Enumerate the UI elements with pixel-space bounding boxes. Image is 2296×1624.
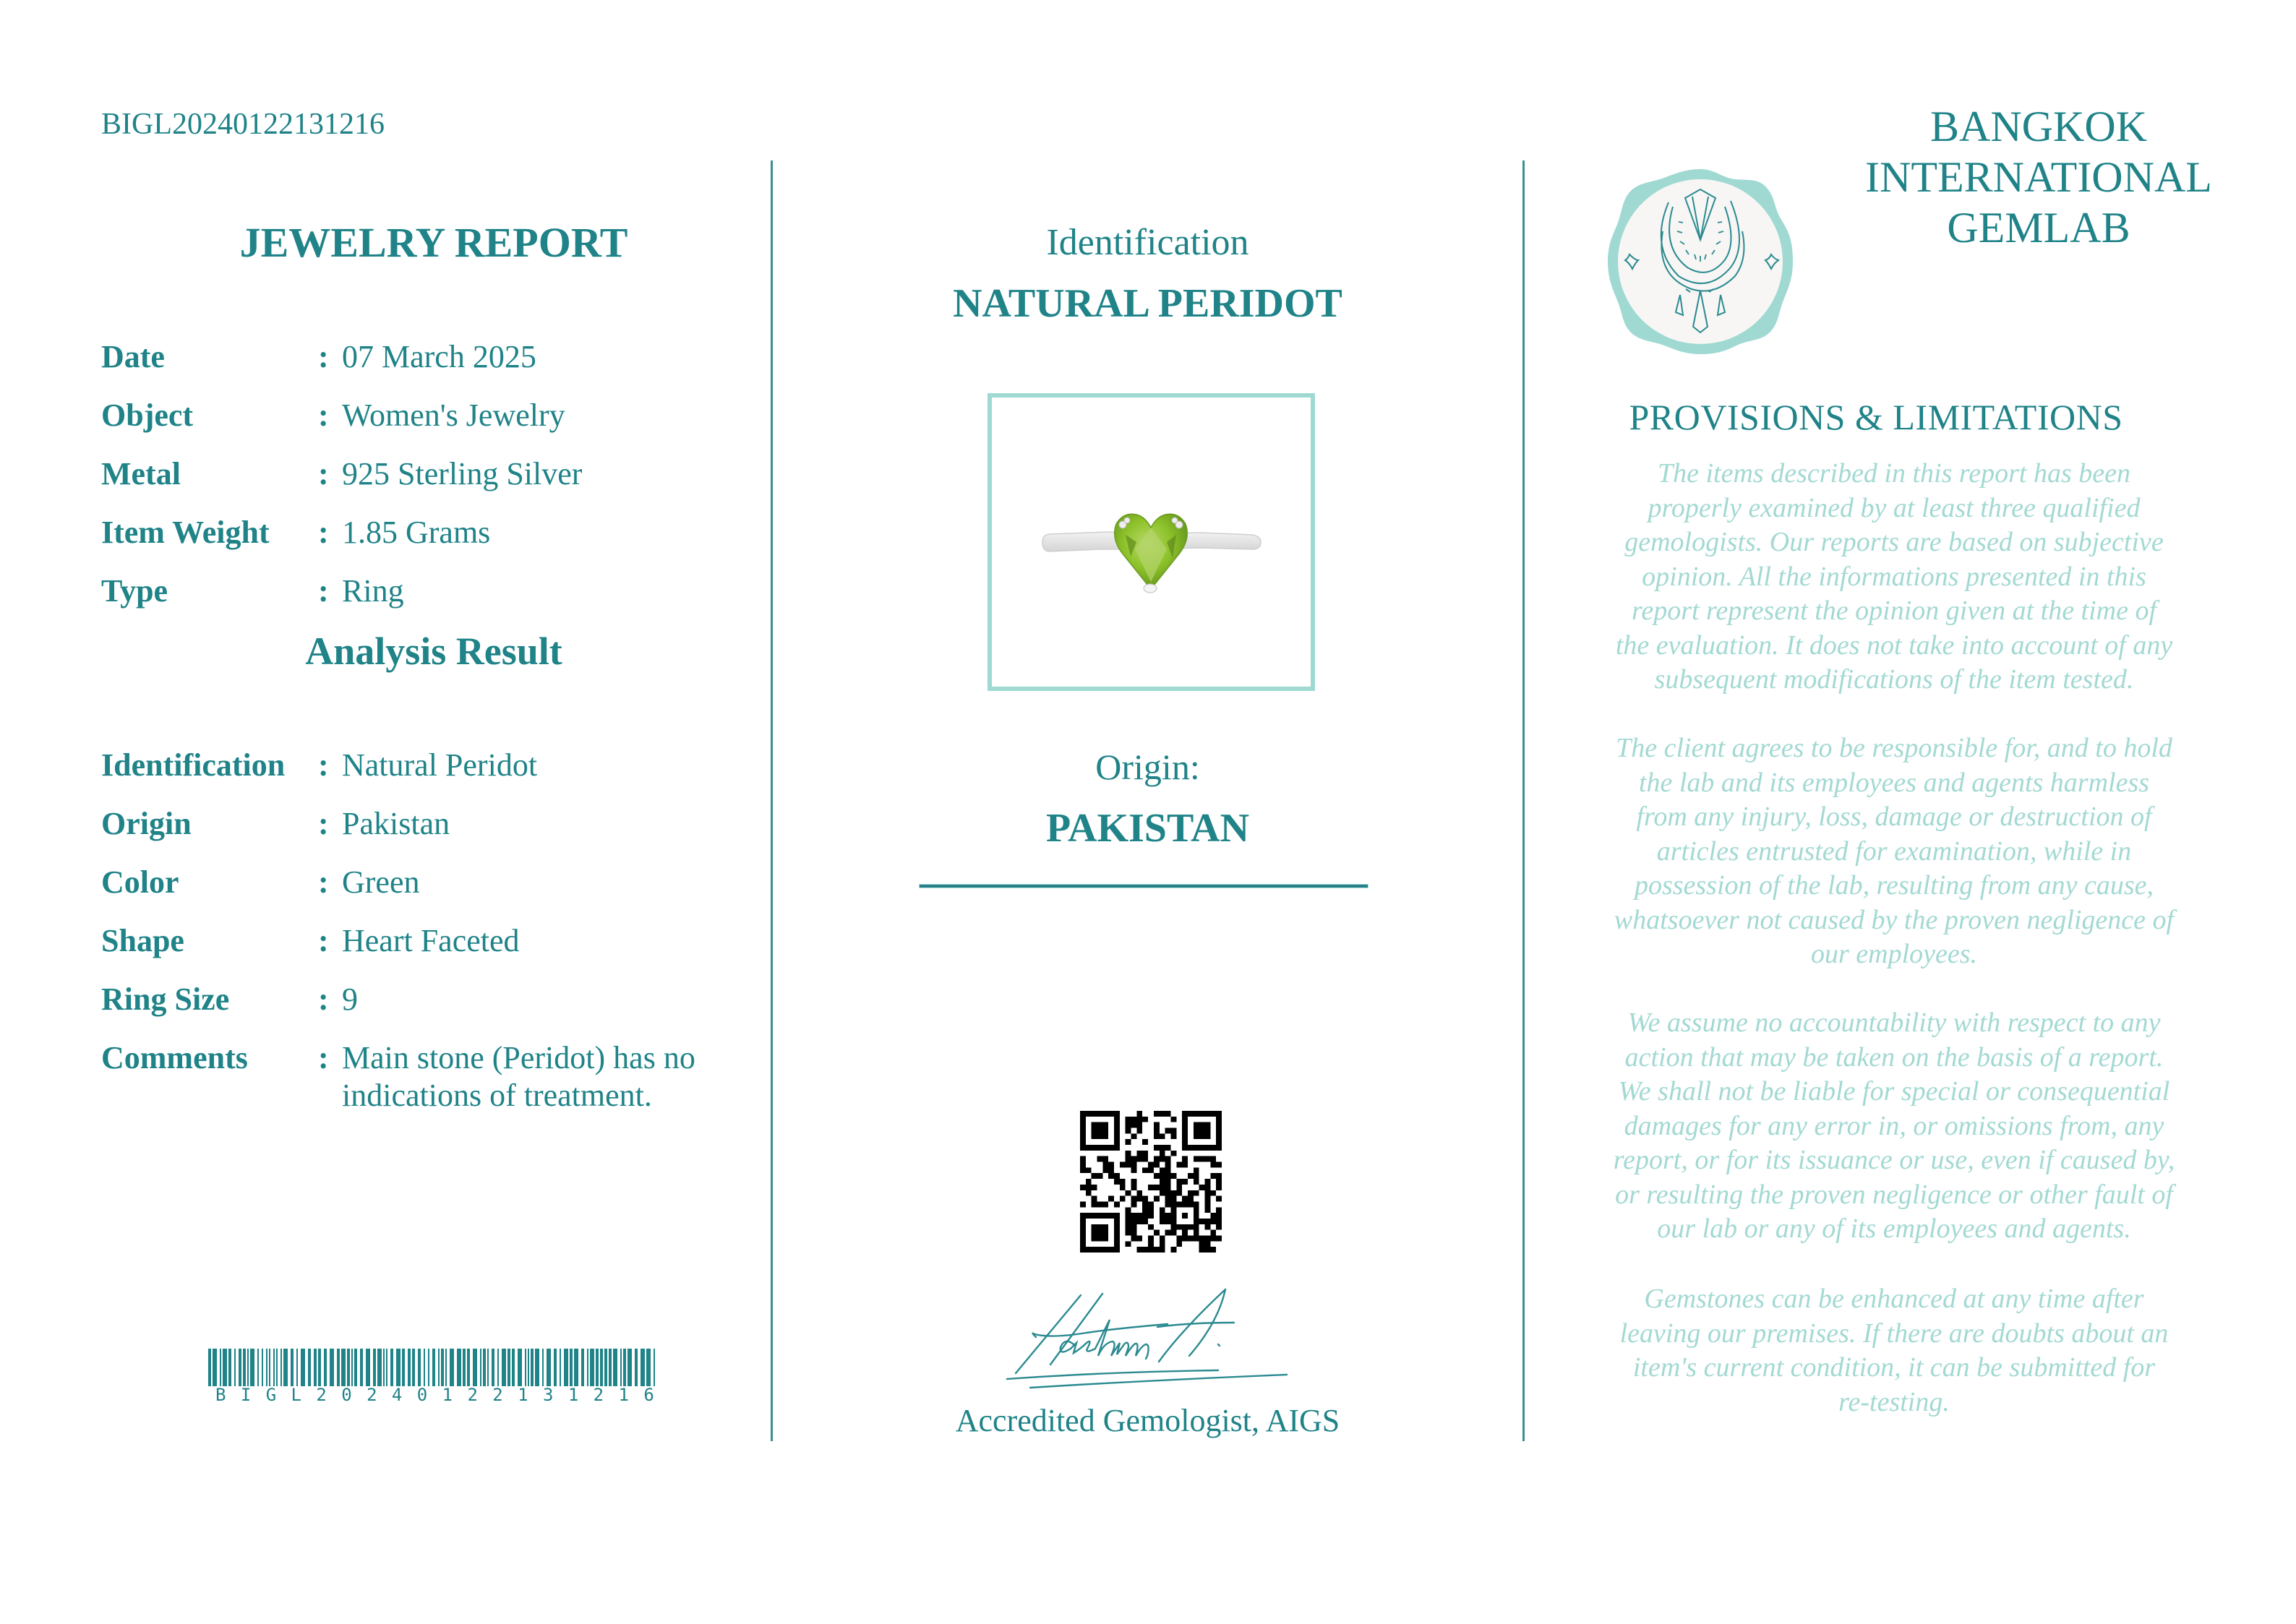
barcode-bar bbox=[502, 1349, 506, 1386]
analysis-separator: : bbox=[318, 981, 329, 1017]
analysis-value: Pakistan bbox=[342, 806, 450, 841]
barcode-bar bbox=[450, 1349, 454, 1386]
barcode-bar bbox=[301, 1349, 305, 1386]
barcode-bar bbox=[646, 1349, 651, 1386]
lab-name-line-1: BANGKOK bbox=[1930, 103, 2147, 150]
detail-row-item-weight bbox=[101, 514, 752, 557]
qr-code[interactable] bbox=[1080, 1111, 1222, 1253]
barcode-bar bbox=[291, 1349, 294, 1386]
analysis-value: Heart Faceted bbox=[342, 923, 520, 958]
detail-label: Metal bbox=[101, 456, 181, 491]
analysis-separator: : bbox=[318, 747, 329, 783]
barcode-bar bbox=[262, 1349, 263, 1386]
barcode-bar bbox=[480, 1349, 481, 1386]
analysis-row-color bbox=[101, 864, 752, 907]
barcode-char: 6 bbox=[643, 1385, 654, 1405]
provision-line: or resulting the proven negligence or other fault of bbox=[1615, 1179, 2173, 1210]
barcode-bar bbox=[473, 1349, 477, 1386]
analysis-separator: : bbox=[318, 923, 329, 958]
barcode-bar bbox=[228, 1349, 231, 1386]
lab-name-line-3: GEMLAB bbox=[1947, 204, 2130, 252]
barcode-char: 2 bbox=[316, 1385, 327, 1405]
barcode-bar bbox=[623, 1349, 626, 1386]
column-divider-left bbox=[771, 160, 773, 1441]
report-serial-number: BIGL20240122131216 bbox=[101, 108, 385, 141]
barcode-char: G bbox=[265, 1385, 277, 1405]
barcode-char: 2 bbox=[492, 1385, 503, 1405]
barcode-bar bbox=[390, 1349, 393, 1386]
barcode-char: 2 bbox=[367, 1385, 377, 1405]
barcode-bar bbox=[360, 1349, 363, 1386]
detail-separator: : bbox=[318, 515, 329, 550]
barcode-bar bbox=[518, 1349, 522, 1386]
barcode-bar bbox=[337, 1349, 340, 1386]
barcode-bar bbox=[492, 1349, 494, 1386]
barcode-bar bbox=[266, 1349, 267, 1386]
analysis-row-shape bbox=[101, 922, 752, 966]
barcode-bar bbox=[234, 1349, 236, 1386]
item-photo bbox=[988, 393, 1315, 691]
analysis-label: Origin bbox=[101, 806, 192, 841]
barcode-bar bbox=[627, 1349, 632, 1386]
barcode-bar bbox=[604, 1349, 607, 1386]
analysis-row-identification bbox=[101, 747, 752, 790]
provision-line: gemologists. Our reports are based on subjective bbox=[1624, 527, 2164, 557]
signature bbox=[1001, 1286, 1298, 1395]
barcode-bar bbox=[445, 1349, 447, 1386]
barcode-bar bbox=[654, 1349, 655, 1386]
analysis-row-origin bbox=[101, 805, 752, 848]
detail-separator: : bbox=[318, 573, 329, 609]
barcode-char: I bbox=[240, 1385, 252, 1405]
barcode-bar bbox=[366, 1349, 370, 1386]
barcode-char: 2 bbox=[467, 1385, 478, 1405]
analysis-label: Color bbox=[101, 864, 179, 900]
barcode bbox=[208, 1349, 661, 1386]
identification-label: Identification bbox=[1046, 222, 1249, 263]
provision-line: item's current condition, it can be submitted for bbox=[1632, 1352, 2156, 1383]
barcode-bar bbox=[535, 1349, 539, 1386]
provision-line: subsequent modifications of the item tested. bbox=[1654, 664, 2134, 695]
provision-line: whatsoever not caused by the proven negligence of bbox=[1614, 904, 2175, 935]
barcode-bar bbox=[528, 1349, 529, 1386]
provision-line: possession of the lab, resulting from any cause, bbox=[1634, 870, 2154, 901]
barcode-bar bbox=[574, 1349, 578, 1386]
barcode-bar bbox=[600, 1349, 603, 1386]
barcode-bar bbox=[280, 1349, 282, 1386]
analysis-separator: : bbox=[318, 806, 329, 841]
barcode-bar bbox=[276, 1349, 278, 1386]
barcode-bar bbox=[581, 1349, 584, 1386]
barcode-bar bbox=[250, 1349, 254, 1386]
provision-line: The client agrees to be responsible for, and to hold bbox=[1616, 733, 2172, 763]
analysis-label: Ring Size bbox=[101, 981, 230, 1017]
barcode-bar bbox=[560, 1349, 561, 1386]
origin-underline bbox=[920, 885, 1368, 888]
barcode-bar bbox=[330, 1349, 334, 1386]
analysis-value: Main stone (Peridot) has no indications of treatment. bbox=[342, 1040, 695, 1113]
barcode-char: 1 bbox=[442, 1385, 453, 1405]
analysis-value: Natural Peridot bbox=[342, 747, 538, 783]
provision-line: from any injury, loss, damage or destruction of bbox=[1636, 802, 2152, 832]
detail-value: 07 March 2025 bbox=[342, 339, 536, 374]
barcode-bar bbox=[273, 1349, 275, 1386]
detail-row-type bbox=[101, 572, 752, 616]
barcode-bar bbox=[373, 1349, 376, 1386]
barcode-bar bbox=[487, 1349, 489, 1386]
barcode-bar bbox=[531, 1349, 534, 1386]
barcode-bar bbox=[223, 1349, 227, 1386]
barcode-bar bbox=[554, 1349, 557, 1386]
provision-line: our lab or any of its employees and agents. bbox=[1657, 1213, 2131, 1244]
analysis-value: 9 bbox=[342, 981, 358, 1017]
barcode-bar bbox=[383, 1349, 385, 1386]
provision-line: damages for any error in, or omissions from, any bbox=[1624, 1110, 2164, 1141]
barcode-bar bbox=[483, 1349, 486, 1386]
provision-line: opinion. All the informations presented in this bbox=[1642, 561, 2146, 592]
barcode-bar bbox=[220, 1349, 221, 1386]
detail-label: Object bbox=[101, 398, 194, 433]
barcode-bar bbox=[441, 1349, 444, 1386]
analysis-label: Comments bbox=[101, 1040, 248, 1075]
barcode-bar bbox=[564, 1349, 568, 1386]
barcode-bar bbox=[243, 1349, 246, 1386]
barcode-bar bbox=[507, 1349, 510, 1386]
lab-name bbox=[1836, 101, 2241, 253]
barcode-bar bbox=[428, 1349, 429, 1386]
barcode-bar bbox=[432, 1349, 435, 1386]
barcode-bar bbox=[587, 1349, 588, 1386]
detail-row-object bbox=[101, 397, 752, 440]
barcode-bar bbox=[412, 1349, 415, 1386]
barcode-char: 2 bbox=[593, 1385, 604, 1405]
barcode-bar bbox=[620, 1349, 622, 1386]
barcode-bar bbox=[396, 1349, 400, 1386]
signature-icon bbox=[1001, 1286, 1298, 1395]
barcode-char: L bbox=[291, 1385, 301, 1405]
barcode-bar bbox=[347, 1349, 350, 1386]
barcode-bar bbox=[596, 1349, 599, 1386]
barcode-bar bbox=[609, 1349, 612, 1386]
barcode-caption bbox=[208, 1385, 661, 1405]
lab-seal-logo bbox=[1606, 168, 1794, 356]
barcode-char: 1 bbox=[618, 1385, 629, 1405]
detail-value: Women's Jewelry bbox=[342, 398, 565, 433]
analysis-separator: : bbox=[318, 864, 329, 900]
provisions-paragraph-1 bbox=[1576, 457, 2212, 697]
detail-row-metal bbox=[101, 455, 752, 499]
analysis-row-ring-size bbox=[101, 981, 752, 1024]
barcode-char: 3 bbox=[542, 1385, 554, 1405]
provision-line: the lab and its employees and agents harmless bbox=[1638, 767, 2150, 798]
provision-line: We shall not be liable for special or consequential bbox=[1618, 1076, 2170, 1107]
provision-line: Gemstones can be enhanced at any time after bbox=[1644, 1284, 2144, 1314]
barcode-bar bbox=[269, 1349, 270, 1386]
identification-value: NATURAL PERIDOT bbox=[953, 281, 1342, 326]
provisions-paragraph-3 bbox=[1576, 1006, 2212, 1247]
barcode-bar bbox=[424, 1349, 425, 1386]
analysis-result-heading: Analysis Result bbox=[305, 630, 562, 673]
barcode-bar bbox=[257, 1349, 259, 1386]
provision-line: the evaluation. It does not take into account of any bbox=[1615, 630, 2173, 661]
signer-title: Accredited Gemologist, AIGS bbox=[955, 1403, 1340, 1438]
provisions-paragraph-2 bbox=[1576, 731, 2212, 972]
barcode-bar bbox=[542, 1349, 544, 1386]
barcode-bar bbox=[341, 1349, 346, 1386]
barcode-bar bbox=[247, 1349, 249, 1386]
barcode-bar bbox=[570, 1349, 573, 1386]
report-title: JEWELRY REPORT bbox=[239, 219, 628, 266]
barcode-bar bbox=[351, 1349, 353, 1386]
barcode-bar bbox=[590, 1349, 594, 1386]
barcode-bar bbox=[438, 1349, 440, 1386]
provision-line: report represent the opinion given at the time of bbox=[1631, 596, 2157, 626]
provision-line: our employees. bbox=[1810, 939, 1978, 969]
detail-separator: : bbox=[318, 398, 329, 433]
barcode-char: B bbox=[215, 1385, 226, 1405]
barcode-bar bbox=[314, 1349, 317, 1386]
barcode-char: 1 bbox=[518, 1385, 528, 1405]
gem-crescent-seal-icon bbox=[1606, 168, 1794, 356]
barcode-bar bbox=[497, 1349, 499, 1386]
detail-separator: : bbox=[318, 339, 329, 374]
provision-line: properly examined by at least three qualified bbox=[1648, 492, 2141, 523]
analysis-value: Green bbox=[342, 864, 420, 900]
barcode-bar bbox=[377, 1349, 382, 1386]
barcode-bar bbox=[635, 1349, 638, 1386]
barcode-char: 0 bbox=[416, 1385, 428, 1405]
provision-line: articles entrusted for examination, while in bbox=[1656, 835, 2132, 867]
provision-line: re-testing. bbox=[1838, 1386, 1950, 1417]
analysis-label: Identification bbox=[101, 747, 286, 783]
barcode-bar bbox=[463, 1349, 466, 1386]
barcode-char: 4 bbox=[391, 1385, 403, 1405]
barcode-bar bbox=[386, 1349, 387, 1386]
barcode-bar bbox=[354, 1349, 357, 1386]
provision-line: We assume no accountability with respect to any bbox=[1627, 1008, 2161, 1038]
provision-line: leaving our premises. If there are doubts about an bbox=[1619, 1318, 2169, 1349]
detail-row-date bbox=[101, 338, 752, 382]
origin-label: Origin: bbox=[1095, 747, 1200, 787]
provisions-paragraph-4 bbox=[1576, 1282, 2212, 1419]
barcode-bar bbox=[408, 1349, 411, 1386]
barcode-bar bbox=[613, 1349, 617, 1386]
provision-line: action that may be taken on the basis of a report. bbox=[1624, 1041, 2164, 1073]
barcode-bar bbox=[296, 1349, 298, 1386]
barcode-bar bbox=[467, 1349, 470, 1386]
barcode-char: 1 bbox=[567, 1385, 579, 1405]
barcode-bar bbox=[308, 1349, 311, 1386]
detail-value: Ring bbox=[342, 573, 404, 609]
barcode-bar bbox=[512, 1349, 515, 1386]
barcode-bar bbox=[213, 1349, 217, 1386]
barcode-bar bbox=[208, 1349, 211, 1386]
barcode-bar bbox=[418, 1349, 421, 1386]
column-divider-right bbox=[1522, 160, 1525, 1441]
detail-label: Type bbox=[101, 573, 168, 609]
barcode-bar bbox=[324, 1349, 327, 1386]
barcode-char: 0 bbox=[341, 1385, 352, 1405]
detail-label: Date bbox=[101, 339, 165, 374]
barcode-bar bbox=[402, 1349, 405, 1386]
provision-line: report, or for its issuance or use, even if caused by, bbox=[1613, 1145, 2175, 1175]
detail-label: Item Weight bbox=[101, 515, 270, 550]
qr-code-icon bbox=[1080, 1111, 1222, 1253]
origin-value: PAKISTAN bbox=[1045, 806, 1250, 851]
analysis-label: Shape bbox=[101, 923, 184, 958]
provision-line: The items described in this report has been bbox=[1657, 458, 2130, 489]
lab-name-line-2: INTERNATIONAL bbox=[1865, 153, 2212, 201]
provisions-heading: PROVISIONS & LIMITATIONS bbox=[1629, 397, 2123, 437]
barcode-bar bbox=[457, 1349, 461, 1386]
detail-value: 1.85 Grams bbox=[342, 515, 491, 550]
barcode-bar bbox=[239, 1349, 241, 1386]
barcode-bar bbox=[318, 1349, 321, 1386]
barcode-bar bbox=[641, 1349, 645, 1386]
barcode-bar bbox=[525, 1349, 526, 1386]
detail-separator: : bbox=[318, 456, 329, 491]
barcode-bar bbox=[547, 1349, 551, 1386]
detail-value: 925 Sterling Silver bbox=[342, 456, 583, 491]
analysis-separator: : bbox=[318, 1040, 329, 1075]
analysis-row-comments bbox=[101, 1039, 752, 1126]
ring-image bbox=[992, 398, 1311, 687]
barcode-bar bbox=[283, 1349, 288, 1386]
